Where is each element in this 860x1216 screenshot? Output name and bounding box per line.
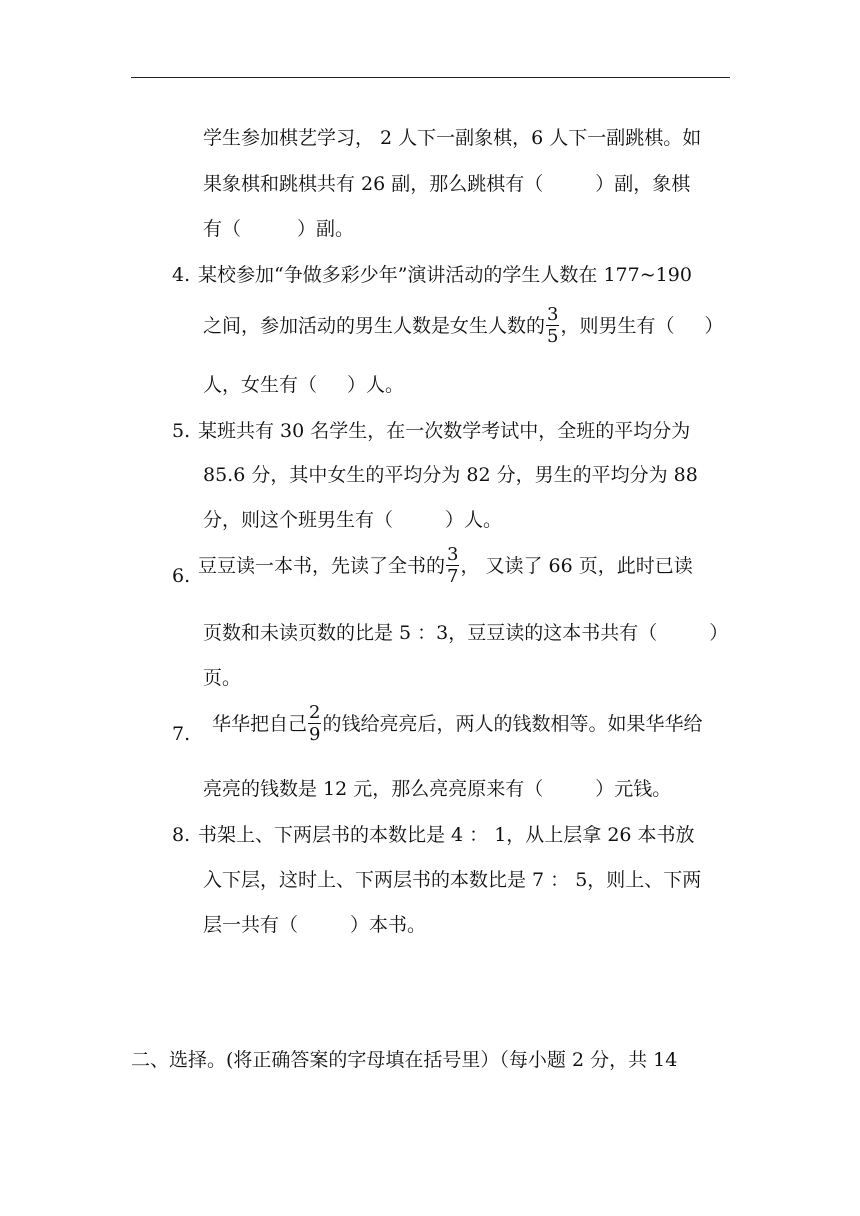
question-number: 4. — [172, 264, 191, 286]
q8-line-2: 入下层，这时上、下两层书的本数比是 7 ： 5，则上、下两 — [203, 869, 702, 891]
header-rule — [131, 77, 730, 78]
q8-line-3: 层一共有（ ）本书。 — [203, 914, 427, 936]
q3-line-3: 有（ ）副。 — [203, 218, 355, 240]
fraction: $\frac{3}{7}$ — [447, 544, 459, 587]
section-2-heading: 二、选择。(将正确答案的字母填在括号里）（每小题 2 分，共 14 — [131, 1049, 678, 1071]
q5-line-3: 分，则这个班男生有（ ）人。 — [203, 509, 503, 531]
fraction: $\frac{2}{9}$ — [309, 702, 321, 745]
fraction: $\frac{3}{5}$ — [547, 304, 559, 347]
question-number: 8. — [172, 824, 191, 846]
q6-line-1: 豆豆读一本书，先读了全书的 $\frac{3}{7}$ ， 又读了 66 页，此时已读 — [198, 544, 693, 587]
q5-line-1: 某班共有 30 名学生，在一次数学考试中，全班的平均分为 — [198, 420, 691, 442]
q5-line-2: 85.6 分，其中女生的平均分为 82 分，男生的平均分为 88 — [203, 464, 698, 486]
q3-line-2: 果象棋和跳棋共有 26 副，那么跳棋有（ ）副，象棋 — [203, 173, 691, 195]
q6-line-3: 页。 — [203, 667, 242, 689]
question-number: 5. — [172, 420, 191, 442]
q4-line-2: 之间，参加活动的男生人数是女生人数的 $\frac{3}{5}$ ，则男生有（ ） — [203, 304, 724, 347]
q8-line-1: 书架上、下两层书的本数比是 4 ： 1，从上层拿 26 本书放 — [198, 824, 695, 846]
q7-line-2: 亮亮的钱数是 12 元，那么亮亮原来有（ ）元钱。 — [203, 778, 672, 800]
q4-line-3: 人，女生有（ ）人。 — [203, 374, 405, 396]
question-number: 6. — [172, 565, 191, 587]
question-number: 7. — [172, 723, 191, 745]
q7-line-1: 华华把自己 $\frac{2}{9}$ 的钱给亮亮后，两人的钱数相等。如果华华给 — [212, 702, 703, 745]
q3-line-1: 学生参加棋艺学习， 2 人下一副象棋，6 人下一副跳棋。如 — [203, 127, 702, 149]
q4-line-1: 某校参加“争做多彩少年”演讲活动的学生人数在 177~190 — [198, 264, 692, 286]
q6-line-2: 页数和未读页数的比是 5 ：3，豆豆读的这本书共有（ ） — [203, 622, 729, 644]
